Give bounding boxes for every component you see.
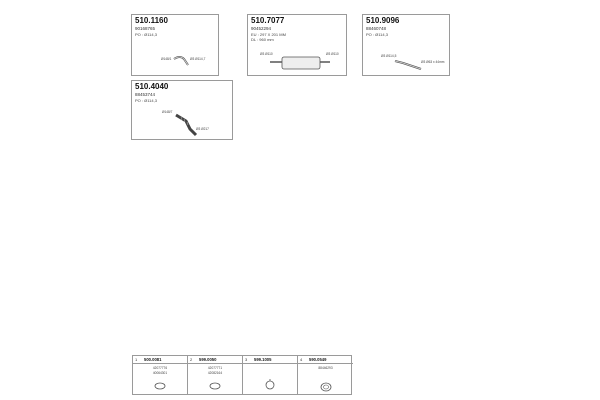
dimension-label: Ø3 Ø110 [326, 52, 339, 56]
dimension-label: Ø3 Ø217 [196, 127, 209, 131]
ring-icon [320, 382, 332, 392]
accessory-cell [133, 356, 188, 394]
accessory-oe: 42077776 [152, 366, 168, 370]
accessory-oe: 40064301 [152, 371, 168, 375]
accessory-code: 590.0549 [309, 357, 327, 362]
accessory-code: 599.0050 [199, 357, 217, 362]
accessory-number: 2 [190, 357, 193, 362]
flex-pipe-icon [172, 111, 202, 137]
accessory-header [298, 356, 353, 364]
dimension-label: Ø3 Ø63 x 44mm [421, 60, 445, 64]
accessory-oe: 42077771 [207, 366, 223, 370]
hanger-icon [264, 378, 276, 390]
accessory-cell [243, 356, 298, 394]
accessory-header [188, 356, 242, 364]
oe-number: 90452294 [251, 26, 272, 31]
accessory-code: 500.0081 [144, 357, 162, 362]
accessory-code: 599.1005 [254, 357, 272, 362]
accessory-oe: 42082164 [207, 371, 223, 375]
bent-pipe-icon [172, 53, 192, 71]
oe-number: 88460748 [366, 26, 387, 31]
accessory-oe: 88446293 [318, 366, 333, 370]
spec-text: DL : 960 mm [251, 37, 274, 42]
dimension-label: Ø148/7 [162, 110, 173, 114]
accessories-table [132, 355, 352, 395]
part-card-510-7077 [247, 14, 347, 76]
spec-text: PO : Ø114,3 [135, 32, 157, 37]
part-card-510-4040 [131, 80, 233, 140]
accessory-header [243, 356, 297, 364]
part-card-510-1160 [131, 14, 219, 76]
accessory-cell [188, 356, 243, 394]
dimension-label: Ø148/1 [161, 57, 172, 61]
spec-text: PO : Ø114,3 [366, 32, 388, 37]
part-code: 510.7077 [251, 16, 285, 25]
accessory-header [133, 356, 187, 364]
oe-number: 90168765 [135, 26, 156, 31]
accessory-number: 4 [300, 357, 303, 362]
accessory-cell [298, 356, 353, 394]
oe-number: 88453744 [135, 92, 156, 97]
dimension-label: Ø3 Ø114,5 [381, 54, 397, 58]
part-code: 510.9096 [366, 16, 400, 25]
dimension-label: Ø3 Ø114,7 [190, 57, 206, 61]
clamp-icon [154, 382, 166, 390]
accessory-number: 1 [135, 357, 138, 362]
pipe-icon [393, 57, 423, 73]
part-code: 510.4040 [135, 82, 169, 91]
clamp-icon [209, 382, 221, 390]
spec-text: EU : 297 X 201 MM [251, 32, 286, 37]
spec-text: PO : Ø114,3 [135, 98, 157, 103]
dimension-label: Ø3 Ø110 [260, 52, 273, 56]
part-code: 510.1160 [135, 16, 168, 25]
accessory-number: 3 [245, 357, 248, 362]
muffler-icon [268, 52, 332, 74]
part-card-510-9096 [362, 14, 450, 76]
